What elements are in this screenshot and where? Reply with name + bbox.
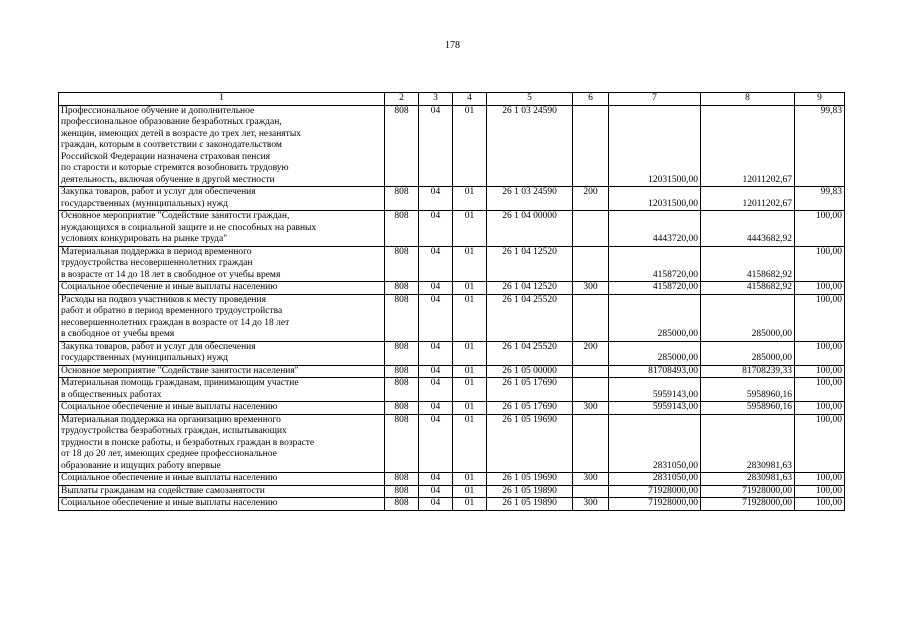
section-code-cell: 04: [419, 282, 453, 295]
planned-amount-cell: 5959143,00: [609, 378, 701, 402]
item-name-line: Материальная поддержка на организацию временного: [61, 414, 281, 425]
item-name-line: Материальная помощь гражданам, принимающим участие: [61, 378, 299, 388]
section-code-cell: 04: [419, 294, 453, 341]
item-name-line: Материальная поддержка в период временного: [61, 246, 252, 257]
column-header: 2: [385, 93, 419, 106]
section-code-cell: 04: [419, 402, 453, 415]
table-row: [59, 498, 845, 511]
expense-type-cell: 200: [573, 341, 609, 365]
subsection-code-cell: 01: [453, 294, 487, 341]
executed-amount-cell: 4158682,92: [701, 282, 795, 295]
subsection-code-cell: 01: [453, 378, 487, 402]
execution-percent-cell: 100,00: [795, 211, 845, 247]
execution-percent-cell: 100,00: [795, 498, 845, 511]
expense-type-cell: [573, 211, 609, 247]
target-article-cell: 26 1 04 00000: [487, 211, 573, 247]
execution-percent-cell: 100,00: [795, 473, 845, 486]
ministry-code-cell: 808: [385, 378, 419, 402]
expense-type-cell: 200: [573, 187, 609, 211]
item-name-line: Закупка товаров, работ и услуг для обеспечения: [61, 187, 256, 197]
target-article-cell: 26 1 05 17690: [487, 378, 573, 402]
item-name-line: Социальное обеспечение и иные выплаты населению: [61, 498, 278, 508]
target-article-cell: 26 1 04 25520: [487, 294, 573, 341]
column-header: 7: [609, 93, 701, 106]
table-row: [59, 282, 845, 295]
ministry-code-cell: 808: [385, 498, 419, 511]
target-article-cell: 26 1 05 19690: [487, 414, 573, 473]
item-name-cell: [59, 211, 385, 247]
expense-type-cell: [573, 365, 609, 378]
column-header: 4: [453, 93, 487, 106]
execution-percent-cell: 100,00: [795, 414, 845, 473]
item-name-line: Расходы на подвоз участников к месту проведения: [61, 294, 266, 305]
item-name-cell: [59, 294, 385, 341]
execution-percent-cell: 100,00: [795, 341, 845, 365]
item-name-line: по старости и которые стремятся возобновить трудовую: [61, 163, 289, 173]
expense-type-cell: 300: [573, 282, 609, 295]
ministry-code-cell: 808: [385, 105, 419, 187]
subsection-code-cell: 01: [453, 211, 487, 247]
execution-percent-cell: 99,83: [795, 105, 845, 187]
item-name-line: Социальное обеспечение и иные выплаты населению: [61, 402, 278, 412]
planned-amount-cell: 2831050,00: [609, 473, 701, 486]
item-name-cell: [59, 187, 385, 211]
section-code-cell: 04: [419, 485, 453, 498]
planned-amount-cell: 285000,00: [609, 341, 701, 365]
planned-amount-cell: 4158720,00: [609, 246, 701, 282]
expense-type-cell: 300: [573, 473, 609, 486]
table-row: [59, 341, 845, 365]
executed-amount-cell: 285000,00: [701, 341, 795, 365]
section-code-cell: 04: [419, 498, 453, 511]
column-header: 9: [795, 93, 845, 106]
table-row: [59, 414, 845, 473]
execution-percent-cell: 100,00: [795, 282, 845, 295]
execution-percent-cell: 100,00: [795, 378, 845, 402]
item-name-line: трудоустройства безработных граждан, испытывающих: [61, 426, 287, 436]
execution-percent-cell: 100,00: [795, 402, 845, 415]
item-name-line: несовершеннолетних граждан в возрасте от 14 до 18 лет: [61, 317, 290, 328]
item-name-cell: [59, 246, 385, 282]
target-article-cell: 26 1 05 19690: [487, 473, 573, 486]
item-name-line: женщин, имеющих детей в возрасте до трех лет, незанятых: [61, 128, 301, 139]
table-row: [59, 105, 845, 187]
section-code-cell: 04: [419, 414, 453, 473]
ministry-code-cell: 808: [385, 473, 419, 486]
section-code-cell: 04: [419, 365, 453, 378]
item-name-line: профессиональное образование безработных граждан,: [61, 117, 282, 127]
planned-amount-cell: 71928000,00: [609, 485, 701, 498]
item-name-line: Основное мероприятие "Содействие занятости граждан,: [61, 211, 290, 221]
ministry-code-cell: 808: [385, 187, 419, 211]
item-name-line: Основное мероприятие "Содействие занятости населения": [61, 365, 299, 376]
item-name-line: работ и обратно в период временного трудоустройства: [61, 306, 283, 316]
executed-amount-cell: 12011202,67: [701, 105, 795, 187]
column-header: 8: [701, 93, 795, 106]
item-name-line: Закупка товаров, работ и услуг для обеспечения: [61, 341, 256, 352]
table-row: [59, 187, 845, 211]
column-header: 1: [59, 93, 385, 106]
subsection-code-cell: 01: [453, 246, 487, 282]
item-name-line: трудности в поиске работы, и безработных граждан в возрасте: [61, 437, 315, 448]
table-row: [59, 473, 845, 486]
execution-percent-cell: 100,00: [795, 485, 845, 498]
item-name-line: в общественных работах: [61, 389, 162, 400]
expense-type-cell: [573, 294, 609, 341]
target-article-cell: 26 1 04 12520: [487, 282, 573, 295]
item-name-line: Социальное обеспечение и иные выплаты населению: [61, 473, 278, 483]
table-row: [59, 378, 845, 402]
ministry-code-cell: 808: [385, 365, 419, 378]
item-name-cell: [59, 378, 385, 402]
column-header: 5: [487, 93, 573, 106]
expense-type-cell: [573, 485, 609, 498]
subsection-code-cell: 01: [453, 473, 487, 486]
target-article-cell: 26 1 03 24590: [487, 187, 573, 211]
table-row: [59, 485, 845, 498]
item-name-cell: [59, 473, 385, 486]
execution-percent-cell: 100,00: [795, 365, 845, 378]
planned-amount-cell: 12031500,00: [609, 187, 701, 211]
ministry-code-cell: 808: [385, 211, 419, 247]
executed-amount-cell: 4443682,92: [701, 211, 795, 247]
expense-type-cell: [573, 378, 609, 402]
item-name-line: Выплаты гражданам на содействие самозанятости: [61, 485, 265, 496]
planned-amount-cell: 71928000,00: [609, 498, 701, 511]
table-row: [59, 211, 845, 247]
budget-table: [58, 92, 845, 511]
item-name-line: от 18 до 20 лет, имеющих среднее профессиональное: [61, 449, 277, 459]
table-row: [59, 294, 845, 341]
subsection-code-cell: 01: [453, 498, 487, 511]
subsection-code-cell: 01: [453, 365, 487, 378]
section-code-cell: 04: [419, 105, 453, 187]
executed-amount-cell: 2830981,63: [701, 473, 795, 486]
subsection-code-cell: 01: [453, 341, 487, 365]
execution-percent-cell: 99,83: [795, 187, 845, 211]
table-row: [59, 402, 845, 415]
executed-amount-cell: 5958960,16: [701, 402, 795, 415]
item-name-cell: [59, 485, 385, 498]
target-article-cell: 26 1 04 25520: [487, 341, 573, 365]
target-article-cell: 26 1 05 19890: [487, 485, 573, 498]
column-header: 3: [419, 93, 453, 106]
table-row: [59, 365, 845, 378]
ministry-code-cell: 808: [385, 341, 419, 365]
section-code-cell: 04: [419, 211, 453, 247]
item-name-line: условиях конкурировать на рынке труда": [61, 234, 228, 244]
expense-type-cell: 300: [573, 498, 609, 511]
expense-type-cell: 300: [573, 402, 609, 415]
item-name-line: Социальное обеспечение и иные выплаты населению: [61, 282, 278, 292]
target-article-cell: 26 1 03 24590: [487, 105, 573, 187]
expense-type-cell: [573, 246, 609, 282]
section-code-cell: 04: [419, 341, 453, 365]
executed-amount-cell: 4158682,92: [701, 246, 795, 282]
item-name-line: государственных (муниципальных) нужд: [61, 198, 228, 209]
expense-type-cell: [573, 414, 609, 473]
expense-type-cell: [573, 105, 609, 187]
target-article-cell: 26 1 05 19890: [487, 498, 573, 511]
item-name-line: граждан, которым в соответствии с законодательством: [61, 140, 282, 150]
page-number: 178: [445, 40, 460, 51]
planned-amount-cell: 81708493,00: [609, 365, 701, 378]
item-name-cell: [59, 365, 385, 378]
table-row: [59, 246, 845, 282]
ministry-code-cell: 808: [385, 402, 419, 415]
executed-amount-cell: 2830981,63: [701, 414, 795, 473]
item-name-line: Российской Федерации назначена страховая пенсия: [61, 151, 271, 162]
subsection-code-cell: 01: [453, 187, 487, 211]
ministry-code-cell: 808: [385, 414, 419, 473]
subsection-code-cell: 01: [453, 402, 487, 415]
executed-amount-cell: 12011202,67: [701, 187, 795, 211]
planned-amount-cell: 4443720,00: [609, 211, 701, 247]
item-name-line: нуждающихся в социальной защите и не способных на равных: [61, 222, 317, 233]
subsection-code-cell: 01: [453, 485, 487, 498]
planned-amount-cell: 2831050,00: [609, 414, 701, 473]
item-name-line: в свободное от учебы время: [61, 329, 175, 339]
target-article-cell: 26 1 05 00000: [487, 365, 573, 378]
section-code-cell: 04: [419, 378, 453, 402]
subsection-code-cell: 01: [453, 414, 487, 473]
executed-amount-cell: 81708239,33: [701, 365, 795, 378]
planned-amount-cell: 285000,00: [609, 294, 701, 341]
planned-amount-cell: 12031500,00: [609, 105, 701, 187]
item-name-cell: [59, 414, 385, 473]
executed-amount-cell: 285000,00: [701, 294, 795, 341]
section-code-cell: 04: [419, 187, 453, 211]
item-name-cell: [59, 105, 385, 187]
executed-amount-cell: 5958960,16: [701, 378, 795, 402]
subsection-code-cell: 01: [453, 282, 487, 295]
section-code-cell: 04: [419, 473, 453, 486]
column-header: 6: [573, 93, 609, 106]
subsection-code-cell: 01: [453, 105, 487, 187]
execution-percent-cell: 100,00: [795, 294, 845, 341]
item-name-cell: [59, 498, 385, 511]
item-name-line: государственных (муниципальных) нужд: [61, 353, 228, 363]
planned-amount-cell: 5959143,00: [609, 402, 701, 415]
executed-amount-cell: 71928000,00: [701, 498, 795, 511]
executed-amount-cell: 71928000,00: [701, 485, 795, 498]
table-header-row: [59, 93, 845, 106]
target-article-cell: 26 1 05 17690: [487, 402, 573, 415]
item-name-line: образование и ищущих работу впервые: [61, 460, 221, 471]
section-code-cell: 04: [419, 246, 453, 282]
item-name-cell: [59, 402, 385, 415]
item-name-cell: [59, 282, 385, 295]
ministry-code-cell: 808: [385, 485, 419, 498]
item-name-line: в возрасте от 14 до 18 лет в свободное от учебы время: [61, 269, 281, 280]
target-article-cell: 26 1 04 12520: [487, 246, 573, 282]
ministry-code-cell: 808: [385, 282, 419, 295]
ministry-code-cell: 808: [385, 246, 419, 282]
item-name-cell: [59, 341, 385, 365]
ministry-code-cell: 808: [385, 294, 419, 341]
planned-amount-cell: 4158720,00: [609, 282, 701, 295]
execution-percent-cell: 100,00: [795, 246, 845, 282]
item-name-line: деятельность, включая обучение в другой местности: [61, 174, 275, 185]
item-name-line: трудоустройства несовершеннолетних граждан: [61, 258, 253, 268]
item-name-line: Профессиональное обучение и дополнительное: [61, 105, 255, 116]
